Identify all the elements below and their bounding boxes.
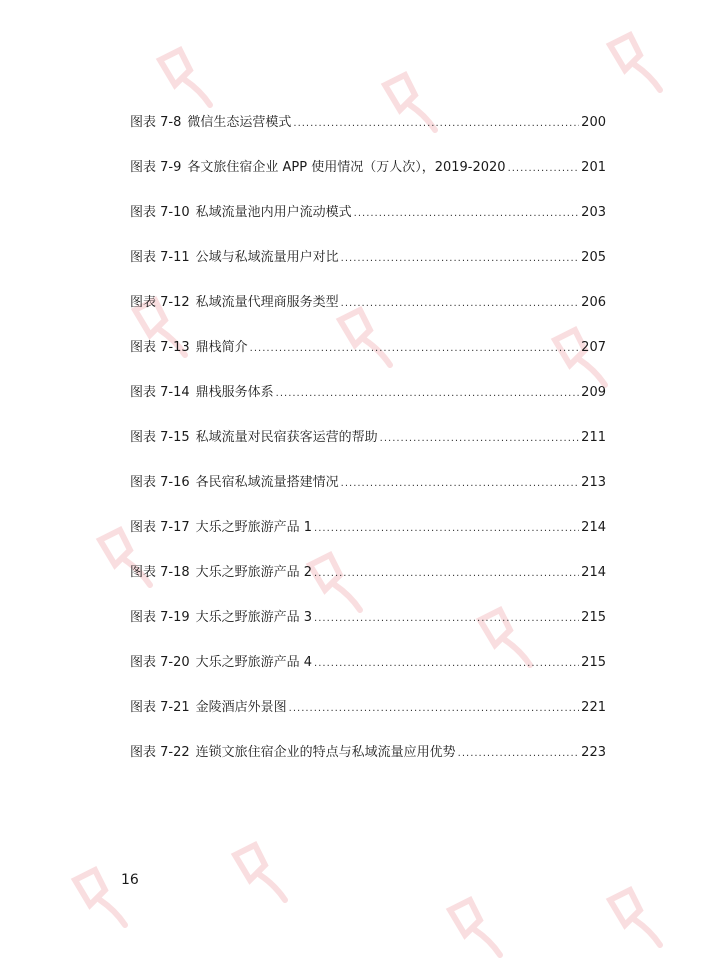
watermark-stamp-icon [440, 890, 510, 960]
toc-entry[interactable] [130, 428, 606, 473]
figure-page-number: 213 [581, 475, 606, 490]
toc-entry[interactable] [130, 608, 606, 653]
figure-title: 连锁文旅住宿企业的特点与私域流量应用优势 [195, 745, 456, 760]
figure-page-number: 206 [581, 295, 606, 310]
dot-leader [314, 609, 579, 629]
dot-leader [314, 519, 579, 539]
dot-leader [341, 474, 580, 494]
toc-entry[interactable] [130, 383, 606, 428]
figure-page-number: 221 [581, 700, 606, 715]
dot-leader [250, 339, 580, 359]
figure-label: 图表 7-10 [130, 205, 190, 220]
figure-list [130, 113, 606, 788]
figure-page-number: 205 [581, 250, 606, 265]
watermark-stamp-icon [225, 835, 295, 905]
page-number: 16 [121, 872, 139, 888]
toc-entry[interactable] [130, 293, 606, 338]
dot-leader [293, 114, 579, 134]
figure-title: 公域与私域流量用户对比 [195, 250, 339, 265]
figure-title: 大乐之野旅游产品 3 [195, 610, 313, 625]
toc-entry[interactable] [130, 113, 606, 158]
watermark-stamp-icon [150, 40, 220, 110]
dot-leader [354, 204, 580, 224]
figure-title: 微信生态运营模式 [187, 115, 292, 130]
figure-page-number: 214 [581, 520, 606, 535]
figure-page-number: 214 [581, 565, 606, 580]
dot-leader [314, 564, 579, 584]
figure-title: 私域流量对民宿获客运营的帮助 [195, 430, 378, 445]
figure-page-number: 215 [581, 655, 606, 670]
figure-label: 图表 7-12 [130, 295, 190, 310]
toc-entry[interactable] [130, 158, 606, 203]
toc-entry[interactable] [130, 563, 606, 608]
figure-label: 图表 7-16 [130, 475, 190, 490]
dot-leader [458, 744, 580, 764]
figure-page-number: 207 [581, 340, 606, 355]
figure-title: 各民宿私域流量搭建情况 [195, 475, 339, 490]
figure-page-number: 209 [581, 385, 606, 400]
figure-page-number: 223 [581, 745, 606, 760]
toc-entry[interactable] [130, 473, 606, 518]
dot-leader [380, 429, 580, 449]
figure-title: 大乐之野旅游产品 1 [195, 520, 313, 535]
figure-label: 图表 7-19 [130, 610, 190, 625]
dot-leader [314, 654, 579, 674]
figure-label: 图表 7-20 [130, 655, 190, 670]
figure-title: 金陵酒店外景图 [195, 700, 287, 715]
figure-page-number: 203 [581, 205, 606, 220]
toc-entry[interactable] [130, 248, 606, 293]
figure-label: 图表 7-17 [130, 520, 190, 535]
figure-title: 鼎栈简介 [195, 340, 248, 355]
figure-label: 图表 7-15 [130, 430, 190, 445]
figure-title: 各文旅住宿企业 APP 使用情况（万人次），2019-2020 [187, 160, 506, 175]
figure-title: 大乐之野旅游产品 4 [195, 655, 313, 670]
figure-title: 大乐之野旅游产品 2 [195, 565, 313, 580]
toc-entry[interactable] [130, 518, 606, 563]
dot-leader [289, 699, 580, 719]
figure-title: 私域流量池内用户流动模式 [195, 205, 352, 220]
figure-label: 图表 7-11 [130, 250, 190, 265]
watermark-stamp-icon [600, 25, 670, 95]
dot-leader [341, 249, 580, 269]
toc-entry[interactable] [130, 653, 606, 698]
figure-label: 图表 7-14 [130, 385, 190, 400]
figure-title: 鼎栈服务体系 [195, 385, 274, 400]
toc-entry[interactable] [130, 698, 606, 743]
toc-entry[interactable] [130, 203, 606, 248]
figure-label: 图表 7-9 [130, 160, 182, 175]
figure-title: 私域流量代理商服务类型 [195, 295, 339, 310]
figure-page-number: 211 [581, 430, 606, 445]
toc-entry[interactable] [130, 338, 606, 383]
figure-page-number: 201 [581, 160, 606, 175]
figure-page-number: 215 [581, 610, 606, 625]
dot-leader [341, 294, 580, 314]
figure-label: 图表 7-8 [130, 115, 182, 130]
watermark-stamp-icon [600, 880, 670, 950]
figure-label: 图表 7-21 [130, 700, 190, 715]
watermark-stamp-icon [65, 860, 135, 930]
figure-label: 图表 7-13 [130, 340, 190, 355]
toc-entry[interactable] [130, 743, 606, 788]
dot-leader [508, 159, 580, 179]
figure-label: 图表 7-18 [130, 565, 190, 580]
dot-leader [276, 384, 580, 404]
figure-label: 图表 7-22 [130, 745, 190, 760]
figure-page-number: 200 [581, 115, 606, 130]
